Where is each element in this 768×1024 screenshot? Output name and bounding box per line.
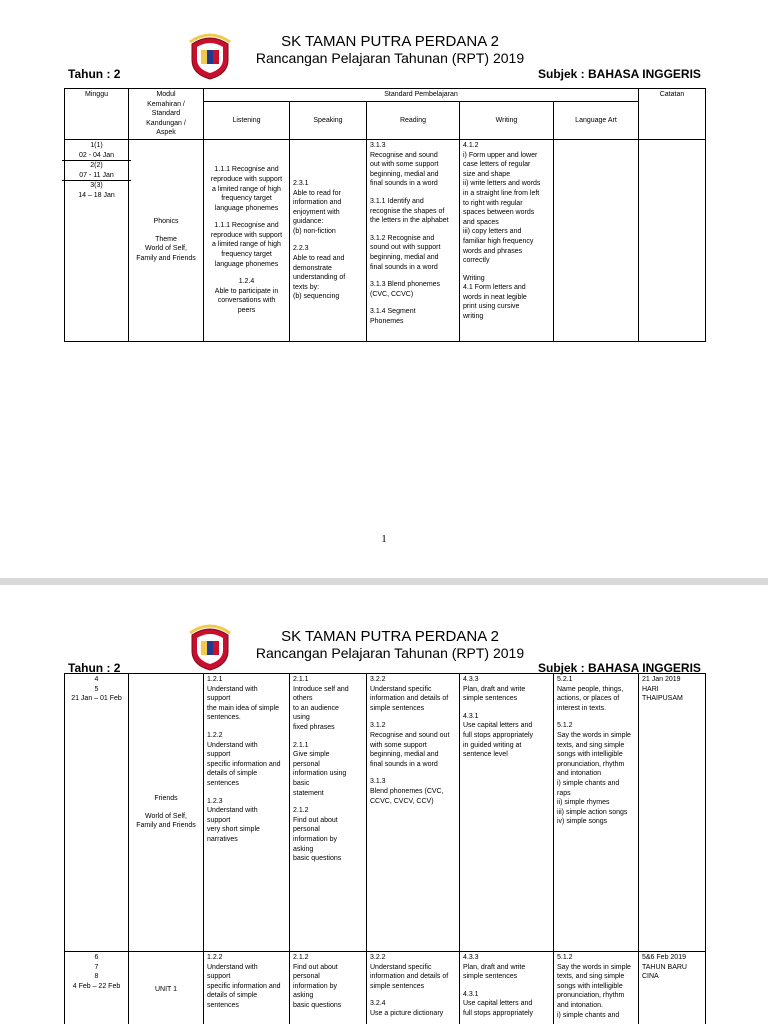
cell-line: iii) copy letters and — [463, 228, 522, 236]
speaking-cell — [290, 952, 367, 1024]
writing-cell — [460, 952, 554, 1024]
cell-line: Plan, draft and write — [463, 963, 526, 971]
plan-title: Rancangan Pelajaran Tahunan (RPT) 2019 — [255, 50, 525, 66]
cell-line — [207, 723, 286, 731]
cell-line: narratives — [207, 835, 238, 843]
listening-cell — [204, 952, 290, 1024]
cell-line: correctly — [463, 257, 490, 265]
cell-line: 3.1.4 Segment — [370, 308, 416, 316]
cell-line: a limited range of high — [212, 241, 281, 249]
cell-line: support — [207, 973, 231, 981]
cell-line — [370, 299, 456, 307]
header-language-art: Language Art — [554, 101, 639, 139]
cell-line: 1.2.3 — [207, 797, 223, 805]
header-standard: Standard Pembelajaran — [204, 89, 639, 102]
cell-line: final sounds in a word — [370, 263, 438, 271]
cell-line: raps — [557, 789, 571, 797]
header-speaking: Speaking — [290, 101, 367, 139]
weeks-cell — [65, 674, 129, 952]
cell-line: 2.1.1 — [293, 741, 309, 749]
cell-line: basic questions — [293, 855, 342, 863]
cell-line: Able to read and — [293, 255, 345, 263]
cell-line: spaces between words — [463, 209, 535, 217]
cell-line: beginning, medial and — [370, 751, 439, 759]
cell-line: 5&6 Feb 2019 — [642, 954, 686, 961]
cell-line: specific information and — [207, 760, 281, 768]
cell-line: i) simple chants and — [557, 1011, 620, 1019]
cell-line: beginning, medial and — [370, 170, 439, 178]
reading-cell — [367, 674, 460, 952]
cell-line: conversations with — [217, 297, 276, 305]
cell-line: with some support — [370, 741, 427, 749]
cell-line: 3.1.3 Blend phonemes — [370, 281, 441, 289]
cell-line: texts, and sing simple — [557, 973, 625, 981]
school-crest-icon — [188, 30, 232, 80]
cell-line: ii) simple rhymes — [557, 799, 610, 807]
cell-line: 1.1.1 Recognise and — [214, 166, 279, 174]
cell-line — [293, 236, 363, 244]
cell-line: Find out about — [293, 816, 338, 824]
cell-line: 4.3.3 — [463, 954, 479, 961]
cell-line: out with some support — [370, 161, 439, 169]
cell-line: size and shape — [463, 170, 511, 178]
cell-line: the main idea of simple — [207, 704, 279, 712]
cell-line: information by — [293, 835, 337, 843]
cell-line: full stops appropriately — [463, 731, 534, 739]
cell-line: asking — [293, 845, 314, 853]
cell-line — [132, 977, 200, 985]
rpt-table-page-2 — [64, 673, 706, 1024]
cell-line — [132, 969, 200, 977]
header-modul: Modul Kemahiran / Standard Kandungan / Aspek — [129, 89, 204, 140]
cell-line: CINA — [642, 973, 659, 981]
tahun-label: Tahun : 2 — [68, 661, 121, 675]
cell-line: 7 — [94, 963, 99, 971]
cell-line: iii) simple action songs — [557, 808, 628, 816]
cell-line — [370, 226, 456, 234]
cell-line: personal — [293, 973, 320, 981]
subjek-label: Subjek : BAHASA INGGERIS — [538, 67, 701, 81]
modul-cell — [129, 674, 204, 952]
cell-line: details of simple — [207, 770, 258, 778]
cell-line: frequency target — [221, 195, 272, 203]
cell-line: in guided writing at — [463, 741, 522, 749]
cell-line: simple sentences — [463, 695, 518, 703]
cell-line: 5.1.2 — [557, 954, 573, 961]
cell-line: sentences. — [207, 714, 241, 722]
plan-title: Rancangan Pelajaran Tahunan (RPT) 2019 — [255, 645, 525, 661]
subjek-label: Subjek : BAHASA INGGERIS — [538, 661, 701, 675]
cell-line — [132, 953, 200, 961]
page-gap — [0, 578, 768, 585]
school-crest-icon — [188, 621, 232, 671]
speaking-cell — [290, 674, 367, 952]
cell-line: personal — [293, 760, 320, 768]
cell-line: Say the words in simple — [557, 963, 631, 971]
cell-line: simple sentences — [370, 982, 425, 990]
cell-line: Recognise and sound out — [370, 731, 450, 739]
cell-line: basic — [293, 779, 310, 787]
modul-cell — [129, 139, 204, 341]
cell-line: understanding of — [293, 274, 346, 282]
cell-line: Plan, draft and write — [463, 685, 526, 693]
reading-cell — [367, 952, 460, 1024]
cell-line: asking — [293, 992, 314, 1000]
cell-line: guidance: — [293, 218, 324, 226]
cell-line: statement — [293, 789, 324, 797]
cell-line: personal — [293, 826, 320, 834]
cell-line — [293, 733, 363, 741]
cell-line: Theme — [155, 235, 177, 243]
cell-line: simple sentences — [370, 704, 425, 712]
cell-line: Phonemes — [370, 317, 404, 325]
header-reading: Reading — [367, 101, 460, 139]
cell-line: (CVC, CCVC) — [370, 290, 414, 298]
header-listening: Listening — [204, 101, 290, 139]
cell-line: information and details of — [370, 695, 449, 703]
cell-line: sentence level — [463, 751, 508, 759]
cell-line — [370, 713, 456, 721]
listening-cell — [204, 139, 290, 341]
cell-line: Understand with — [207, 963, 258, 971]
cell-line: information and details of — [370, 973, 449, 981]
cell-line: information using — [293, 770, 347, 778]
cell-line — [207, 269, 286, 277]
document-title — [250, 629, 530, 661]
cell-line: print using cursive — [463, 303, 520, 311]
document-title — [250, 34, 530, 66]
cell-line: 5 — [94, 685, 99, 693]
cell-line: 5.2.1 — [557, 676, 573, 683]
cell-line: information and — [293, 199, 342, 207]
cell-line — [370, 991, 456, 999]
cell-line: Phonics — [153, 218, 179, 226]
writing-cell — [460, 139, 554, 341]
cell-line: 3.1.3 — [370, 778, 386, 786]
cell-line: 1.1.1 Recognise and — [214, 222, 279, 230]
cell-line: using — [293, 714, 310, 722]
school-name: SK TAMAN PUTRA PERDANA 2 — [281, 628, 499, 645]
cell-line: 4 — [94, 676, 99, 683]
cell-line: texts by: — [293, 283, 320, 291]
cell-line: 1.2.1 — [207, 676, 223, 683]
cell-line: Give simple — [293, 751, 330, 759]
cell-line: 1.2.2 — [207, 954, 223, 961]
cell-line: fixed phrases — [293, 723, 335, 731]
cell-line — [132, 961, 200, 969]
catatan-cell — [639, 674, 706, 952]
cell-line: sentences — [207, 779, 239, 787]
cell-line: Use capital letters and — [463, 1000, 533, 1008]
cell-line: 21 Jan 2019 — [642, 676, 681, 683]
cell-line: 4.1.2 — [463, 141, 479, 149]
table-row — [65, 139, 706, 341]
cell-line: Use capital letters and — [463, 722, 533, 730]
cell-line: enjoyment with — [293, 208, 340, 216]
tahun-label: Tahun : 2 — [68, 67, 121, 81]
cell-line: details of simple — [207, 992, 258, 1000]
cell-line: 2.3.1 — [293, 179, 309, 187]
cell-line: full stops appropriately — [463, 1009, 534, 1017]
cell-line: reproduce with support — [210, 231, 283, 239]
cell-line — [463, 704, 550, 712]
cell-line: UNIT 1 — [154, 986, 178, 993]
cell-line: sound out with support — [370, 244, 441, 252]
cell-line: and intonation. — [557, 1001, 603, 1009]
cell-line: 4 Feb – 22 Feb — [72, 982, 121, 990]
cell-line: 2.1.2 — [293, 807, 309, 815]
cell-line: 3.2.4 — [370, 1000, 386, 1008]
cell-line: iv) simple songs — [557, 818, 608, 826]
cell-line: World of Self, — [145, 812, 187, 820]
cell-line: recognise the shapes of — [370, 207, 445, 215]
cell-line — [370, 189, 456, 197]
cell-line — [207, 789, 286, 797]
cell-line: 21 Jan – 01 Feb — [71, 695, 122, 703]
cell-line: (b) non-fiction — [293, 227, 336, 235]
table-row — [65, 674, 706, 952]
cell-line: and intonation — [557, 770, 601, 778]
cell-line: 1.2.4 — [238, 278, 255, 286]
cell-line: 4.3.1 — [463, 990, 479, 998]
cell-line: beginning, medial and — [370, 253, 439, 261]
cell-line: interest in texts. — [557, 704, 607, 712]
school-name: SK TAMAN PUTRA PERDANA 2 — [281, 33, 499, 50]
language-art-cell — [554, 674, 639, 952]
cell-line: 3.2.2 — [370, 676, 386, 683]
header-catatan: Catatan — [639, 89, 706, 140]
cell-line: Recognise and sound — [370, 151, 438, 159]
cell-line: a limited range of high — [212, 185, 281, 193]
cell-line: 3.1.3 — [370, 141, 386, 149]
cell-line: and spaces — [463, 218, 499, 226]
cell-line — [370, 272, 456, 280]
cell-line: support — [207, 816, 231, 824]
listening-cell — [204, 674, 290, 952]
header-writing: Writing — [460, 101, 554, 139]
speaking-cell — [290, 139, 367, 341]
cell-line: in a straight line from left — [463, 189, 540, 197]
cell-line: Understand specific — [370, 685, 432, 693]
cell-line: Understand specific — [370, 963, 432, 971]
cell-line: TAHUN BARU — [642, 963, 687, 971]
catatan-cell — [639, 139, 706, 341]
cell-line: 4.1 Form letters and — [463, 284, 526, 292]
cell-line: actions, or places of — [557, 695, 620, 703]
cell-line: Friends — [154, 795, 178, 803]
cell-line: i) simple chants and — [557, 779, 620, 787]
cell-line: 3.1.1 Identify and — [370, 197, 424, 205]
cell-line: words in neat legible — [463, 293, 527, 301]
table-row — [65, 952, 706, 1024]
reading-cell — [367, 139, 460, 341]
cell-line: 3.2.2 — [370, 954, 386, 961]
cell-line: THAIPUSAM — [642, 695, 683, 703]
cell-line: specific information and — [207, 982, 281, 990]
cell-line: Able to participate in — [214, 287, 279, 295]
cell-line: Able to read for — [293, 189, 341, 197]
cell-line: Understand with — [207, 807, 258, 815]
cell-line: writing — [463, 313, 484, 321]
cell-line: i) Form upper and lower — [463, 151, 538, 159]
cell-line: Say the words in simple — [557, 731, 631, 739]
cell-line: CCVC, CVCV, CCV) — [370, 797, 434, 805]
cell-line: familiar high frequency — [463, 237, 534, 245]
cell-line: Understand with — [207, 685, 258, 693]
cell-line: demonstrate — [293, 264, 332, 272]
cell-line: 4.3.3 — [463, 676, 479, 683]
cell-line — [370, 769, 456, 777]
cell-line: 5.1.2 — [557, 722, 573, 730]
rpt-table-page-1 — [64, 88, 706, 342]
cell-line: pronunciation, rhythm — [557, 760, 625, 768]
writing-cell — [460, 674, 554, 952]
page-2 — [0, 585, 768, 1024]
cell-line: Introduce self and — [293, 685, 349, 693]
cell-line: ii) write letters and words — [463, 180, 541, 188]
cell-line: the letters in the alphabet — [370, 217, 449, 225]
cell-line — [207, 213, 286, 221]
cell-line: Writing — [463, 274, 485, 282]
cell-line: songs with intelligible — [557, 982, 623, 990]
cell-line: 8 — [94, 973, 99, 981]
cell-line: 6 — [94, 954, 99, 961]
cell-line: (b) sequencing — [293, 293, 340, 301]
cell-line: Family and Friends — [136, 822, 196, 830]
cell-line — [132, 804, 200, 812]
cell-line: language phonemes — [214, 260, 279, 268]
cell-line: language phonemes — [214, 204, 279, 212]
cell-line: information by — [293, 982, 337, 990]
cell-line: 2.1.2 — [293, 954, 309, 961]
cell-line: HARI — [642, 685, 659, 693]
cell-line: Family and Friends — [136, 255, 196, 263]
language-art-cell — [554, 139, 639, 341]
cell-line: final sounds in a word — [370, 760, 438, 768]
cell-line: songs with intelligible — [557, 751, 623, 759]
cell-line: Understand with — [207, 741, 258, 749]
cell-line: support — [207, 751, 231, 759]
cell-line: case letters of regular — [463, 161, 531, 169]
cell-line: World of Self, — [145, 245, 187, 253]
cell-line: support — [207, 695, 231, 703]
cell-line: frequency target — [221, 251, 272, 259]
cell-line: reproduce with support — [210, 175, 283, 183]
cell-line: 3.1.2 — [370, 722, 386, 730]
cell-line: 3.1.2 Recognise and — [370, 234, 435, 242]
cell-line: Use a picture dictionary — [370, 1009, 444, 1017]
cell-line — [463, 982, 550, 990]
cell-line — [132, 227, 200, 235]
cell-line: pronunciation, rhythm — [557, 992, 625, 1000]
catatan-cell — [639, 952, 706, 1024]
cell-line: 1.2.2 — [207, 731, 223, 739]
cell-line: to right with regular — [463, 199, 523, 207]
cell-line: sentences — [207, 1001, 239, 1009]
cell-line: peers — [237, 307, 256, 315]
cell-line: 4.3.1 — [463, 712, 479, 720]
header-minggu: Minggu — [65, 89, 129, 140]
cell-line — [463, 266, 550, 274]
cell-line — [293, 798, 363, 806]
weeks-cell: 1(1) 02 - 04 Jan 2(2) 07 - 11 Jan 3(3) 14 – 18 Jan — [65, 139, 129, 341]
cell-line: simple sentences — [463, 973, 518, 981]
cell-line: Name people, things, — [557, 685, 624, 693]
cell-line — [557, 713, 635, 721]
cell-line: 2.1.1 — [293, 676, 309, 683]
cell-line: 2.2.3 — [293, 245, 309, 253]
cell-line: final sounds in a word — [370, 180, 438, 188]
cell-line: Find out about — [293, 963, 338, 971]
page-number: 1 — [381, 533, 387, 545]
language-art-cell — [554, 952, 639, 1024]
cell-line: very short simple — [207, 826, 260, 834]
cell-line: texts, and sing simple — [557, 741, 625, 749]
cell-line: Blend phonemes (CVC, — [370, 787, 444, 795]
modul-cell — [129, 952, 204, 1024]
cell-line: others — [293, 695, 313, 703]
cell-line: basic questions — [293, 1001, 342, 1009]
cell-line: words and phrases — [463, 247, 523, 255]
cell-line: to an audience — [293, 704, 339, 712]
weeks-cell — [65, 952, 129, 1024]
